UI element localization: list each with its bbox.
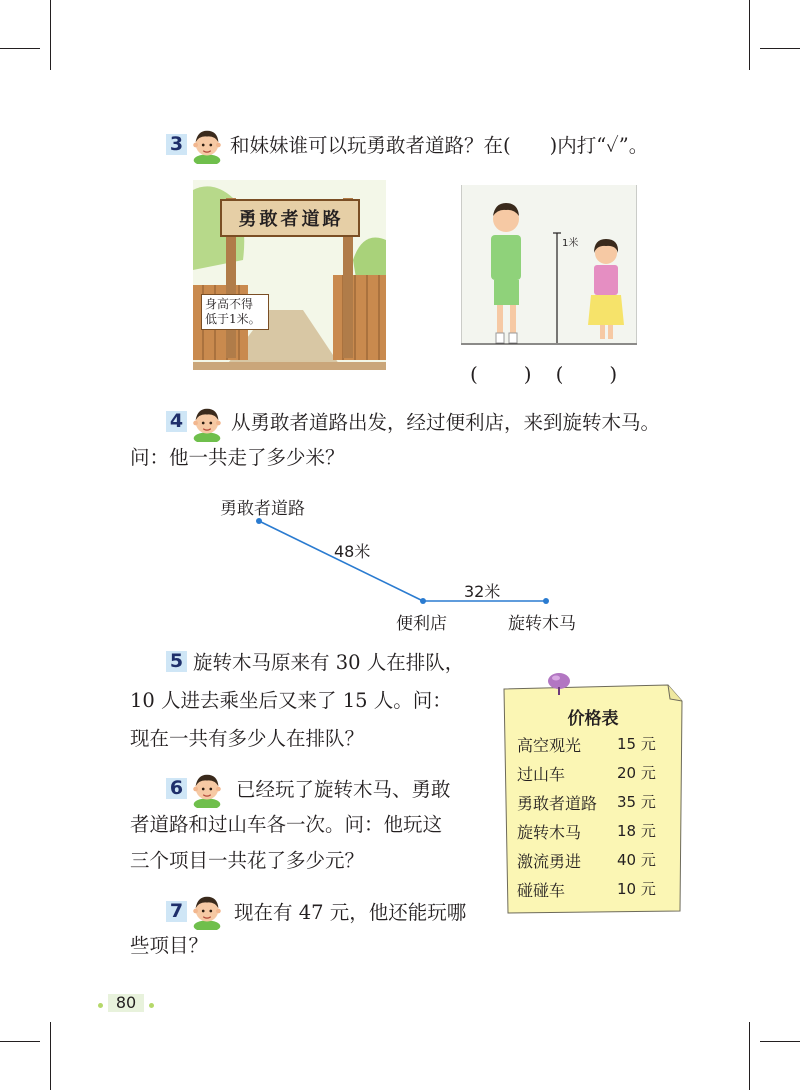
gate-illustration bbox=[193, 180, 386, 370]
question-3-text: 和妹妹谁可以玩勇敢者道路？在( )内打“✓”。 bbox=[230, 134, 649, 157]
crop-mark bbox=[0, 1041, 40, 1042]
decorative-dot bbox=[149, 1003, 154, 1008]
answer-parentheses: ( ) ( ) bbox=[470, 362, 620, 386]
height-comparison-illustration bbox=[461, 185, 637, 353]
price-item-value: 20 元 bbox=[617, 764, 656, 782]
price-item-value: 35 元 bbox=[617, 793, 656, 811]
price-table bbox=[517, 733, 677, 913]
question-6-line3: 三个项目一共花了多少元？ bbox=[130, 849, 365, 872]
route-distance-2: 32米 bbox=[464, 582, 501, 601]
price-item-value: 18 元 bbox=[617, 822, 656, 840]
question-5-line1: 旋转木马原来有 30 人在排队， bbox=[193, 651, 465, 674]
price-card bbox=[502, 683, 684, 915]
crop-mark bbox=[749, 1022, 750, 1090]
height-notice-line: 身高不得 bbox=[205, 297, 254, 311]
measure-label: 1米 bbox=[562, 238, 579, 249]
route-end-label: 旋转木马 bbox=[508, 614, 576, 634]
boy-face-icon bbox=[189, 770, 225, 808]
route-start-label: 勇敢者道路 bbox=[220, 499, 305, 519]
price-item-name: 碰碰车 bbox=[517, 881, 566, 900]
crop-mark bbox=[760, 1041, 800, 1042]
gate-sign-text: 勇敢者道路 bbox=[238, 209, 344, 230]
price-item-name: 激流勇进 bbox=[517, 852, 582, 871]
price-item-value: 15 元 bbox=[617, 735, 656, 753]
price-table-title: 价格表 bbox=[567, 709, 619, 729]
price-item-name: 旋转木马 bbox=[517, 823, 582, 842]
question-6-line1: 已经玩了旋转木马、勇敢 bbox=[236, 778, 451, 801]
price-item-name: 过山车 bbox=[517, 765, 566, 784]
decorative-dot bbox=[98, 1003, 103, 1008]
price-item-name: 高空观光 bbox=[517, 736, 582, 755]
route-store-label: 便利店 bbox=[396, 614, 447, 634]
page-number: 80 bbox=[108, 994, 144, 1012]
question-5-line2: 10 人进去乘坐后又来了 15 人。问： bbox=[130, 689, 452, 712]
crop-mark bbox=[50, 1022, 51, 1090]
question-number-4: 4 bbox=[166, 411, 187, 432]
question-number-7: 7 bbox=[166, 901, 187, 922]
crop-mark bbox=[50, 0, 51, 70]
route-distance-1: 48米 bbox=[334, 542, 371, 561]
question-7-line1: 现在有 47 元，他还能玩哪 bbox=[234, 901, 467, 924]
price-item-value: 10 元 bbox=[617, 880, 656, 898]
height-notice bbox=[201, 294, 269, 330]
height-notice-line: 低于1米。 bbox=[205, 312, 261, 326]
route-map bbox=[250, 515, 550, 610]
boy-face-icon bbox=[189, 892, 225, 930]
question-7-line2: 些项目？ bbox=[130, 934, 209, 957]
crop-mark bbox=[760, 48, 800, 49]
crop-mark bbox=[0, 48, 40, 49]
price-item-name: 勇敢者道路 bbox=[517, 794, 598, 813]
question-number-3: 3 bbox=[166, 134, 187, 155]
question-number-5: 5 bbox=[166, 651, 187, 672]
route-point-store bbox=[420, 598, 426, 604]
question-4-line1: 从勇敢者道路出发，经过便利店，来到旋转木马。 bbox=[231, 411, 661, 434]
route-point-end bbox=[543, 598, 549, 604]
question-number-6: 6 bbox=[166, 778, 187, 799]
boy-face-icon bbox=[189, 126, 225, 164]
boy-face-icon bbox=[189, 404, 225, 442]
question-4-line2: 问：他一共走了多少米？ bbox=[130, 446, 345, 469]
price-item-value: 40 元 bbox=[617, 851, 656, 869]
question-6-line2: 者道路和过山车各一次。问：他玩这 bbox=[130, 813, 443, 836]
pushpin-icon bbox=[544, 669, 574, 695]
crop-mark bbox=[749, 0, 750, 70]
question-5-line3: 现在一共有多少人在排队？ bbox=[130, 727, 365, 750]
